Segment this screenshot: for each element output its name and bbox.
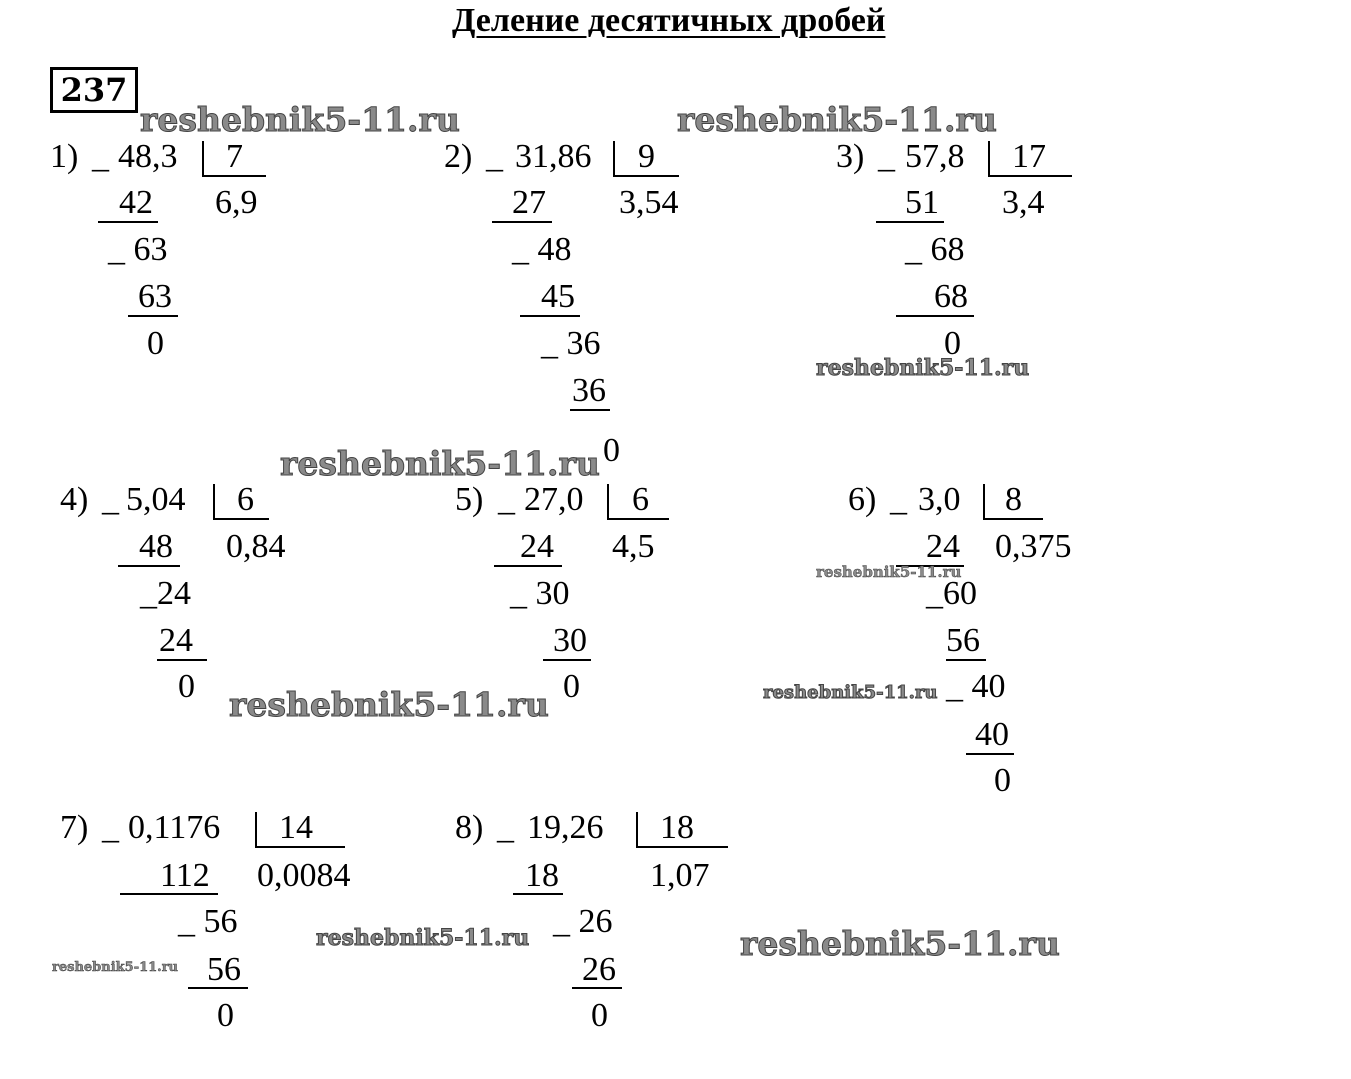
step-remainder: _ 40 bbox=[946, 668, 1006, 705]
step-subtrahend: 68 bbox=[934, 278, 968, 315]
step-remainder: _ 36 bbox=[541, 325, 601, 362]
minus-sign: _ bbox=[92, 138, 109, 175]
dividend: 48,3 bbox=[118, 138, 178, 175]
minus-sign: _ bbox=[102, 809, 119, 846]
step-subtrahend: 48 bbox=[139, 528, 173, 565]
step-subtrahend: 40 bbox=[975, 716, 1009, 753]
quotient: 0,84 bbox=[226, 528, 286, 565]
dividend: 19,26 bbox=[527, 809, 604, 846]
step-line bbox=[966, 753, 1014, 755]
divisor: 7 bbox=[226, 138, 243, 175]
step-result: 0 bbox=[944, 325, 961, 362]
problem-label: 5) bbox=[455, 481, 484, 518]
division-bar bbox=[983, 484, 985, 518]
step-remainder: _ 63 bbox=[108, 231, 168, 268]
watermark: reshebnik5-11.ru bbox=[740, 924, 1060, 963]
division-bar bbox=[613, 141, 615, 175]
dividend: 31,86 bbox=[515, 138, 592, 175]
step-line bbox=[876, 221, 944, 223]
step-subtrahend: 56 bbox=[946, 622, 980, 659]
minus-sign: _ bbox=[486, 138, 503, 175]
division-bar bbox=[202, 141, 204, 175]
minus-sign: _ bbox=[498, 481, 515, 518]
watermark: reshebnik5-11.ru bbox=[52, 960, 179, 975]
problem-label: 8) bbox=[455, 809, 484, 846]
problem-label: 7) bbox=[60, 809, 89, 846]
divisor-line bbox=[255, 846, 345, 848]
quotient: 0,0084 bbox=[257, 857, 351, 894]
step-result: 0 bbox=[603, 432, 620, 469]
step-line bbox=[520, 315, 580, 317]
step-line bbox=[188, 987, 248, 989]
step-remainder: _ 26 bbox=[553, 903, 613, 940]
watermark: reshebnik5-11.ru bbox=[229, 685, 549, 724]
step-result: 0 bbox=[994, 762, 1011, 799]
step-subtrahend: 18 bbox=[525, 857, 559, 894]
division-bar bbox=[988, 141, 990, 175]
quotient: 1,07 bbox=[650, 857, 710, 894]
step-line bbox=[492, 221, 552, 223]
step-subtrahend: 24 bbox=[926, 528, 960, 565]
step-result: 0 bbox=[217, 997, 234, 1034]
divisor-line bbox=[983, 518, 1043, 520]
divisor-line bbox=[613, 175, 679, 177]
step-result: 0 bbox=[591, 997, 608, 1034]
division-bar bbox=[213, 484, 215, 518]
step-remainder: _60 bbox=[926, 575, 977, 612]
division-bar bbox=[607, 484, 609, 518]
step-line bbox=[128, 315, 178, 317]
watermark: reshebnik5-11.ru bbox=[140, 100, 460, 139]
dividend: 27,0 bbox=[524, 481, 584, 518]
step-line bbox=[157, 659, 207, 661]
step-result: 0 bbox=[178, 668, 195, 705]
step-remainder: _24 bbox=[140, 575, 191, 612]
divisor: 14 bbox=[279, 809, 313, 846]
divisor-line bbox=[988, 175, 1072, 177]
problem-label: 6) bbox=[848, 481, 877, 518]
problem-label: 1) bbox=[50, 138, 79, 175]
step-remainder: _ 30 bbox=[510, 575, 570, 612]
step-subtrahend: 56 bbox=[207, 951, 241, 988]
quotient: 0,375 bbox=[995, 528, 1072, 565]
quotient: 4,5 bbox=[612, 528, 655, 565]
step-line bbox=[543, 659, 591, 661]
quotient: 6,9 bbox=[215, 184, 258, 221]
problem-label: 2) bbox=[444, 138, 473, 175]
step-subtrahend: 36 bbox=[572, 372, 606, 409]
divisor: 6 bbox=[632, 481, 649, 518]
problem-label: 4) bbox=[60, 481, 89, 518]
divisor: 8 bbox=[1005, 481, 1022, 518]
step-subtrahend: 24 bbox=[520, 528, 554, 565]
watermark: reshebnik5-11.ru bbox=[280, 444, 600, 483]
step-remainder: _ 56 bbox=[178, 903, 238, 940]
divisor-line bbox=[636, 846, 728, 848]
step-subtrahend: 112 bbox=[160, 857, 210, 894]
divisor: 18 bbox=[660, 809, 694, 846]
step-result: 0 bbox=[563, 668, 580, 705]
watermark: reshebnik5-11.ru bbox=[677, 100, 997, 139]
divisor-line bbox=[607, 518, 669, 520]
step-line bbox=[120, 893, 218, 895]
step-remainder: _ 48 bbox=[512, 231, 572, 268]
step-subtrahend: 30 bbox=[553, 622, 587, 659]
step-subtrahend: 42 bbox=[119, 184, 153, 221]
quotient: 3,4 bbox=[1002, 184, 1045, 221]
step-line bbox=[98, 221, 158, 223]
dividend: 0,1176 bbox=[128, 809, 221, 846]
minus-sign: _ bbox=[890, 481, 907, 518]
quotient: 3,54 bbox=[619, 184, 679, 221]
step-remainder: _ 68 bbox=[905, 231, 965, 268]
divisor-line bbox=[213, 518, 269, 520]
dividend: 5,04 bbox=[126, 481, 186, 518]
step-subtrahend: 26 bbox=[582, 951, 616, 988]
dividend: 57,8 bbox=[905, 138, 965, 175]
division-bar bbox=[255, 812, 257, 846]
step-result: 0 bbox=[147, 325, 164, 362]
step-line bbox=[494, 565, 562, 567]
step-line bbox=[513, 893, 563, 895]
watermark: reshebnik5-11.ru bbox=[763, 682, 938, 703]
step-line bbox=[572, 987, 622, 989]
watermark: reshebnik5-11.ru bbox=[816, 355, 1030, 381]
step-line bbox=[946, 659, 986, 661]
divisor: 6 bbox=[237, 481, 254, 518]
step-line bbox=[118, 565, 180, 567]
page-title: Деление десятичных дробей bbox=[452, 2, 886, 39]
step-subtrahend: 45 bbox=[541, 278, 575, 315]
minus-sign: _ bbox=[102, 481, 119, 518]
divisor: 9 bbox=[638, 138, 655, 175]
watermark: reshebnik5-11.ru bbox=[816, 563, 962, 581]
step-subtrahend: 24 bbox=[159, 622, 193, 659]
step-subtrahend: 51 bbox=[905, 184, 939, 221]
step-subtrahend: 63 bbox=[138, 278, 172, 315]
watermark: reshebnik5-11.ru bbox=[316, 925, 530, 951]
step-subtrahend: 27 bbox=[512, 184, 546, 221]
minus-sign: _ bbox=[878, 138, 895, 175]
step-line bbox=[896, 315, 974, 317]
minus-sign: _ bbox=[497, 809, 514, 846]
dividend: 3,0 bbox=[918, 481, 961, 518]
divisor: 17 bbox=[1012, 138, 1046, 175]
step-line bbox=[570, 409, 610, 411]
problem-label: 3) bbox=[836, 138, 865, 175]
divisor-line bbox=[202, 175, 266, 177]
exercise-number-badge: 237 bbox=[50, 67, 138, 113]
division-bar bbox=[636, 812, 638, 846]
